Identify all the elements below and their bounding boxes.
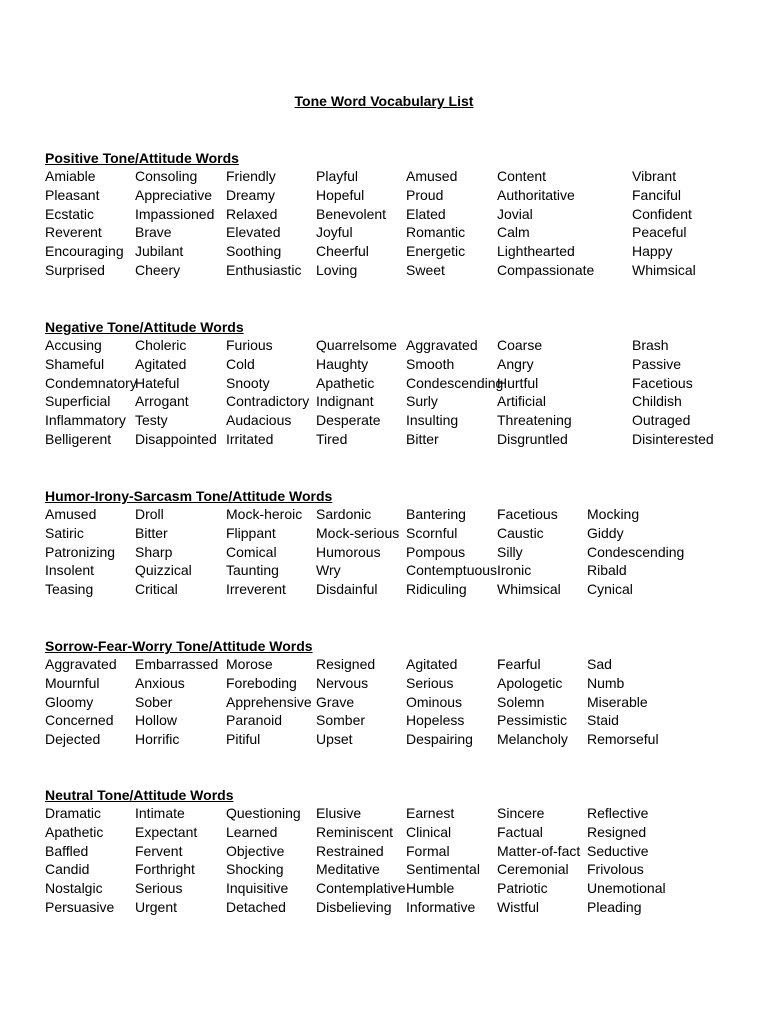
tone-word: Whimsical: [632, 261, 696, 278]
tone-word: Persuasive: [45, 898, 115, 915]
tone-word: Authoritative: [497, 186, 575, 203]
tone-word: Humble: [406, 880, 455, 897]
word-row: [45, 524, 745, 543]
tone-word: Aggravated: [406, 337, 478, 353]
tone-word: Friendly: [226, 168, 276, 184]
tone-word: Elevated: [226, 224, 281, 241]
tone-word: Questioning: [226, 805, 301, 821]
tone-word: Reflective: [587, 805, 649, 821]
word-row: [45, 693, 745, 712]
tone-word: Factual: [497, 823, 543, 840]
tone-word: Cynical: [587, 581, 633, 598]
tone-word: Condemnatory: [45, 374, 137, 391]
section-4: [45, 786, 745, 917]
tone-word: Snooty: [226, 374, 270, 391]
tone-word: Horrific: [135, 731, 180, 748]
tone-word: Ceremonial: [497, 861, 569, 878]
tone-word: Wry: [316, 562, 341, 579]
tone-word: Calm: [497, 224, 530, 241]
tone-word: Mock-heroic: [226, 506, 303, 522]
tone-word: Silly: [497, 543, 523, 560]
tone-word: Agitated: [406, 656, 458, 672]
tone-word: Playful: [316, 168, 359, 184]
tone-word: Happy: [632, 243, 673, 260]
tone-word: Bitter: [135, 524, 168, 541]
tone-word: Desperate: [316, 412, 381, 429]
tone-word: Nervous: [316, 674, 369, 691]
tone-word: Audacious: [226, 412, 292, 429]
tone-word: Choleric: [135, 337, 187, 353]
tone-word: Smooth: [406, 355, 455, 372]
tone-word: Disgruntled: [497, 430, 568, 447]
word-row: [45, 392, 745, 411]
word-row: [45, 898, 745, 917]
tone-word: Serious: [135, 880, 183, 897]
tone-word: Hopeful: [316, 186, 365, 203]
tone-word: Compassionate: [497, 261, 595, 278]
tone-word: Energetic: [406, 243, 466, 260]
tone-word: Facetious: [497, 506, 558, 522]
tone-word: Critical: [135, 581, 178, 598]
tone-word: Ribald: [587, 562, 627, 579]
tone-word: Whimsical: [497, 581, 561, 598]
tone-word: Pleasant: [45, 186, 100, 203]
tone-word: Artificial: [497, 393, 547, 410]
tone-word: Clinical: [406, 823, 452, 840]
tone-word: Ominous: [406, 693, 463, 710]
word-row: [45, 186, 745, 205]
tone-word: Benevolent: [316, 205, 387, 222]
tone-word: Disdainful: [316, 581, 378, 598]
tone-word: Tired: [316, 430, 348, 447]
tone-word: Peaceful: [632, 224, 687, 241]
tone-word: Somber: [316, 712, 366, 729]
tone-word: Dejected: [45, 731, 101, 748]
tone-word: Irreverent: [226, 581, 286, 598]
tone-word: Insulting: [406, 412, 459, 429]
word-row: [45, 411, 745, 430]
tone-word: Insolent: [45, 562, 95, 579]
page-title: Tone Word Vocabulary List: [294, 93, 474, 109]
tone-word: Furious: [226, 337, 273, 353]
tone-word: Agitated: [135, 355, 187, 372]
tone-word: Meditative: [316, 861, 380, 878]
tone-word: Amiable: [45, 168, 96, 184]
tone-word: Ecstatic: [45, 205, 95, 222]
tone-word: Arrogant: [135, 393, 189, 410]
word-row: [45, 355, 745, 374]
tone-word: Forthright: [135, 861, 195, 878]
tone-word: Surprised: [45, 261, 105, 278]
tone-word: Brave: [135, 224, 172, 241]
tone-word: Sincere: [497, 805, 545, 821]
section-heading: Positive Tone/Attitude Words: [45, 150, 239, 166]
section-heading: Neutral Tone/Attitude Words: [45, 787, 234, 803]
tone-word: Formal: [406, 842, 450, 859]
tone-word: Encouraging: [45, 243, 124, 260]
tone-word: Giddy: [587, 524, 624, 541]
tone-word: Mocking: [587, 506, 640, 522]
tone-word: Vibrant: [632, 168, 677, 184]
section-2: [45, 487, 745, 599]
tone-word: Miserable: [587, 693, 648, 710]
tone-word: Grave: [316, 693, 355, 710]
tone-word: Quizzical: [135, 562, 192, 579]
tone-word: Pleading: [587, 898, 642, 915]
word-row: [45, 823, 745, 842]
tone-word: Dramatic: [45, 805, 102, 821]
word-row: [45, 336, 745, 355]
tone-word: Impassioned: [135, 205, 215, 222]
tone-word: Mournful: [45, 674, 100, 691]
word-row: [45, 430, 745, 449]
word-row: [45, 167, 745, 186]
tone-word: Wistful: [497, 898, 539, 915]
tone-word: Inflammatory: [45, 412, 126, 429]
tone-word: Apprehensive: [226, 693, 312, 710]
tone-word: Numb: [587, 674, 625, 691]
tone-word: Bantering: [406, 506, 466, 522]
section-3: [45, 637, 745, 749]
tone-word: Inquisitive: [226, 880, 289, 897]
word-row: [45, 655, 745, 674]
word-row: [45, 860, 745, 879]
word-row: [45, 505, 745, 524]
tone-word: Sharp: [135, 543, 173, 560]
word-row: [45, 804, 745, 823]
tone-word: Pompous: [406, 543, 466, 560]
tone-word: Patronizing: [45, 543, 116, 560]
tone-word: Angry: [497, 355, 534, 372]
tone-word: Contemptuous: [406, 562, 498, 579]
tone-word: Joyful: [316, 224, 353, 241]
tone-word: Apologetic: [497, 674, 563, 691]
tone-word: Concerned: [45, 712, 114, 729]
tone-word: Coarse: [497, 337, 543, 353]
tone-word: Upset: [316, 731, 353, 748]
tone-word: Morose: [226, 656, 273, 672]
tone-word: Cold: [226, 355, 255, 372]
tone-word: Cheerful: [316, 243, 369, 260]
tone-word: Nostalgic: [45, 880, 103, 897]
tone-word: Sober: [135, 693, 173, 710]
word-row: [45, 261, 745, 280]
tone-word: Candid: [45, 861, 90, 878]
tone-word: Earnest: [406, 805, 455, 821]
tone-word: Amused: [45, 506, 97, 522]
tone-word: Fearful: [497, 656, 541, 672]
tone-word: Resigned: [587, 823, 647, 840]
tone-word: Intimate: [135, 805, 185, 821]
tone-word: Indignant: [316, 393, 374, 410]
tone-word: Frivolous: [587, 861, 644, 878]
tone-word: Soothing: [226, 243, 282, 260]
tone-word: Embarrassed: [135, 656, 219, 672]
tone-word: Pitiful: [226, 731, 261, 748]
tone-word: Matter-of-fact: [497, 842, 581, 859]
tone-word: Haughty: [316, 355, 369, 372]
word-row: [45, 842, 745, 861]
tone-word: Jovial: [497, 205, 533, 222]
tone-word: Apathetic: [45, 823, 104, 840]
tone-word: Hollow: [135, 712, 178, 729]
word-row: [45, 879, 745, 898]
section-1: [45, 318, 745, 449]
tone-word: Melancholy: [497, 731, 568, 748]
word-row: [45, 730, 745, 749]
tone-word: Facetious: [632, 374, 693, 391]
tone-word: Appreciative: [135, 186, 213, 203]
tone-word: Reminiscent: [316, 823, 394, 840]
tone-word: Expectant: [135, 823, 198, 840]
tone-word: Relaxed: [226, 205, 278, 222]
tone-word: Elusive: [316, 805, 362, 821]
tone-word: Staid: [587, 712, 619, 729]
tone-word: Hopeless: [406, 712, 465, 729]
tone-word: Contradictory: [226, 393, 310, 410]
tone-word: Disbelieving: [316, 898, 392, 915]
tone-word: Remorseful: [587, 731, 659, 748]
tone-word: Sweet: [406, 261, 445, 278]
tone-word: Confident: [632, 205, 692, 222]
tone-word: Solemn: [497, 693, 545, 710]
tone-word: Accusing: [45, 337, 102, 353]
tone-word: Unemotional: [587, 880, 666, 897]
tone-word: Fanciful: [632, 186, 682, 203]
tone-word: Surly: [406, 393, 438, 410]
tone-word: Teasing: [45, 581, 94, 598]
tone-word: Ironic: [497, 562, 532, 579]
tone-word: Proud: [406, 186, 444, 203]
tone-word: Droll: [135, 506, 164, 522]
tone-word: Ridiculing: [406, 581, 467, 598]
word-row: [45, 223, 745, 242]
tone-word: Mock-serious: [316, 524, 400, 541]
word-row: [45, 561, 745, 580]
tone-word: Seductive: [587, 842, 649, 859]
tone-word: Fervent: [135, 842, 183, 859]
tone-word: Reverent: [45, 224, 102, 241]
tone-word: Amused: [406, 168, 458, 184]
tone-word: Lighthearted: [497, 243, 575, 260]
tone-word: Brash: [632, 337, 669, 353]
tone-word: Shocking: [226, 861, 284, 878]
section-heading: Humor-Irony-Sarcasm Tone/Attitude Words: [45, 488, 333, 504]
word-row: [45, 374, 745, 393]
tone-word: Caustic: [497, 524, 544, 541]
tone-word: Condescending: [406, 374, 504, 391]
tone-word: Jubilant: [135, 243, 184, 260]
section-heading: Sorrow-Fear-Worry Tone/Attitude Words: [45, 638, 313, 654]
tone-word: Gloomy: [45, 693, 94, 710]
tone-word: Sad: [587, 656, 612, 672]
tone-word: Serious: [406, 674, 454, 691]
tone-word: Flippant: [226, 524, 276, 541]
word-row: [45, 711, 745, 730]
section-heading: Negative Tone/Attitude Words: [45, 319, 244, 335]
tone-word: Belligerent: [45, 430, 112, 447]
tone-word: Elated: [406, 205, 446, 222]
tone-word: Superficial: [45, 393, 111, 410]
tone-word: Despairing: [406, 731, 473, 748]
tone-word: Testy: [135, 412, 168, 429]
tone-word: Threatening: [497, 412, 572, 429]
word-row: [45, 205, 745, 224]
tone-word: Contemplative: [316, 880, 406, 897]
tone-word: Apathetic: [316, 374, 375, 391]
tone-word: Detached: [226, 898, 286, 915]
tone-word: Loving: [316, 261, 358, 278]
tone-word: Consoling: [135, 168, 198, 184]
tone-word: Taunting: [226, 562, 279, 579]
tone-word: Romantic: [406, 224, 466, 241]
tone-word: Irritated: [226, 430, 274, 447]
tone-word: Disinterested: [632, 430, 714, 447]
tone-word: Condescending: [587, 543, 685, 560]
tone-word: Passive: [632, 355, 682, 372]
tone-word: Informative: [406, 898, 476, 915]
tone-word: Satiric: [45, 524, 84, 541]
tone-word: Urgent: [135, 898, 178, 915]
tone-word: Paranoid: [226, 712, 283, 729]
tone-word: Shameful: [45, 355, 105, 372]
tone-word: Aggravated: [45, 656, 117, 672]
tone-word: Restrained: [316, 842, 384, 859]
tone-word: Hurtful: [497, 374, 539, 391]
tone-word: Comical: [226, 543, 277, 560]
tone-word: Scornful: [406, 524, 458, 541]
tone-word: Learned: [226, 823, 278, 840]
tone-word: Bitter: [406, 430, 439, 447]
tone-word: Content: [497, 168, 547, 184]
tone-word: Sentimental: [406, 861, 480, 878]
tone-word: Objective: [226, 842, 285, 859]
tone-word: Outraged: [632, 412, 691, 429]
tone-word: Dreamy: [226, 186, 276, 203]
tone-word: Childish: [632, 393, 682, 410]
tone-word: Hateful: [135, 374, 180, 391]
tone-word: Cheery: [135, 261, 181, 278]
word-row: [45, 543, 745, 562]
word-row: [45, 580, 745, 599]
tone-word: Patriotic: [497, 880, 548, 897]
tone-word: Enthusiastic: [226, 261, 302, 278]
tone-word: Anxious: [135, 674, 185, 691]
tone-word: Sardonic: [316, 506, 372, 522]
tone-word: Pessimistic: [497, 712, 568, 729]
tone-word: Quarrelsome: [316, 337, 397, 353]
tone-word: Disappointed: [135, 430, 217, 447]
word-row: [45, 674, 745, 693]
word-row: [45, 242, 745, 261]
tone-word: Resigned: [316, 656, 376, 672]
tone-word: Humorous: [316, 543, 381, 560]
tone-word: Foreboding: [226, 674, 297, 691]
tone-word: Baffled: [45, 842, 89, 859]
section-0: [45, 149, 745, 280]
